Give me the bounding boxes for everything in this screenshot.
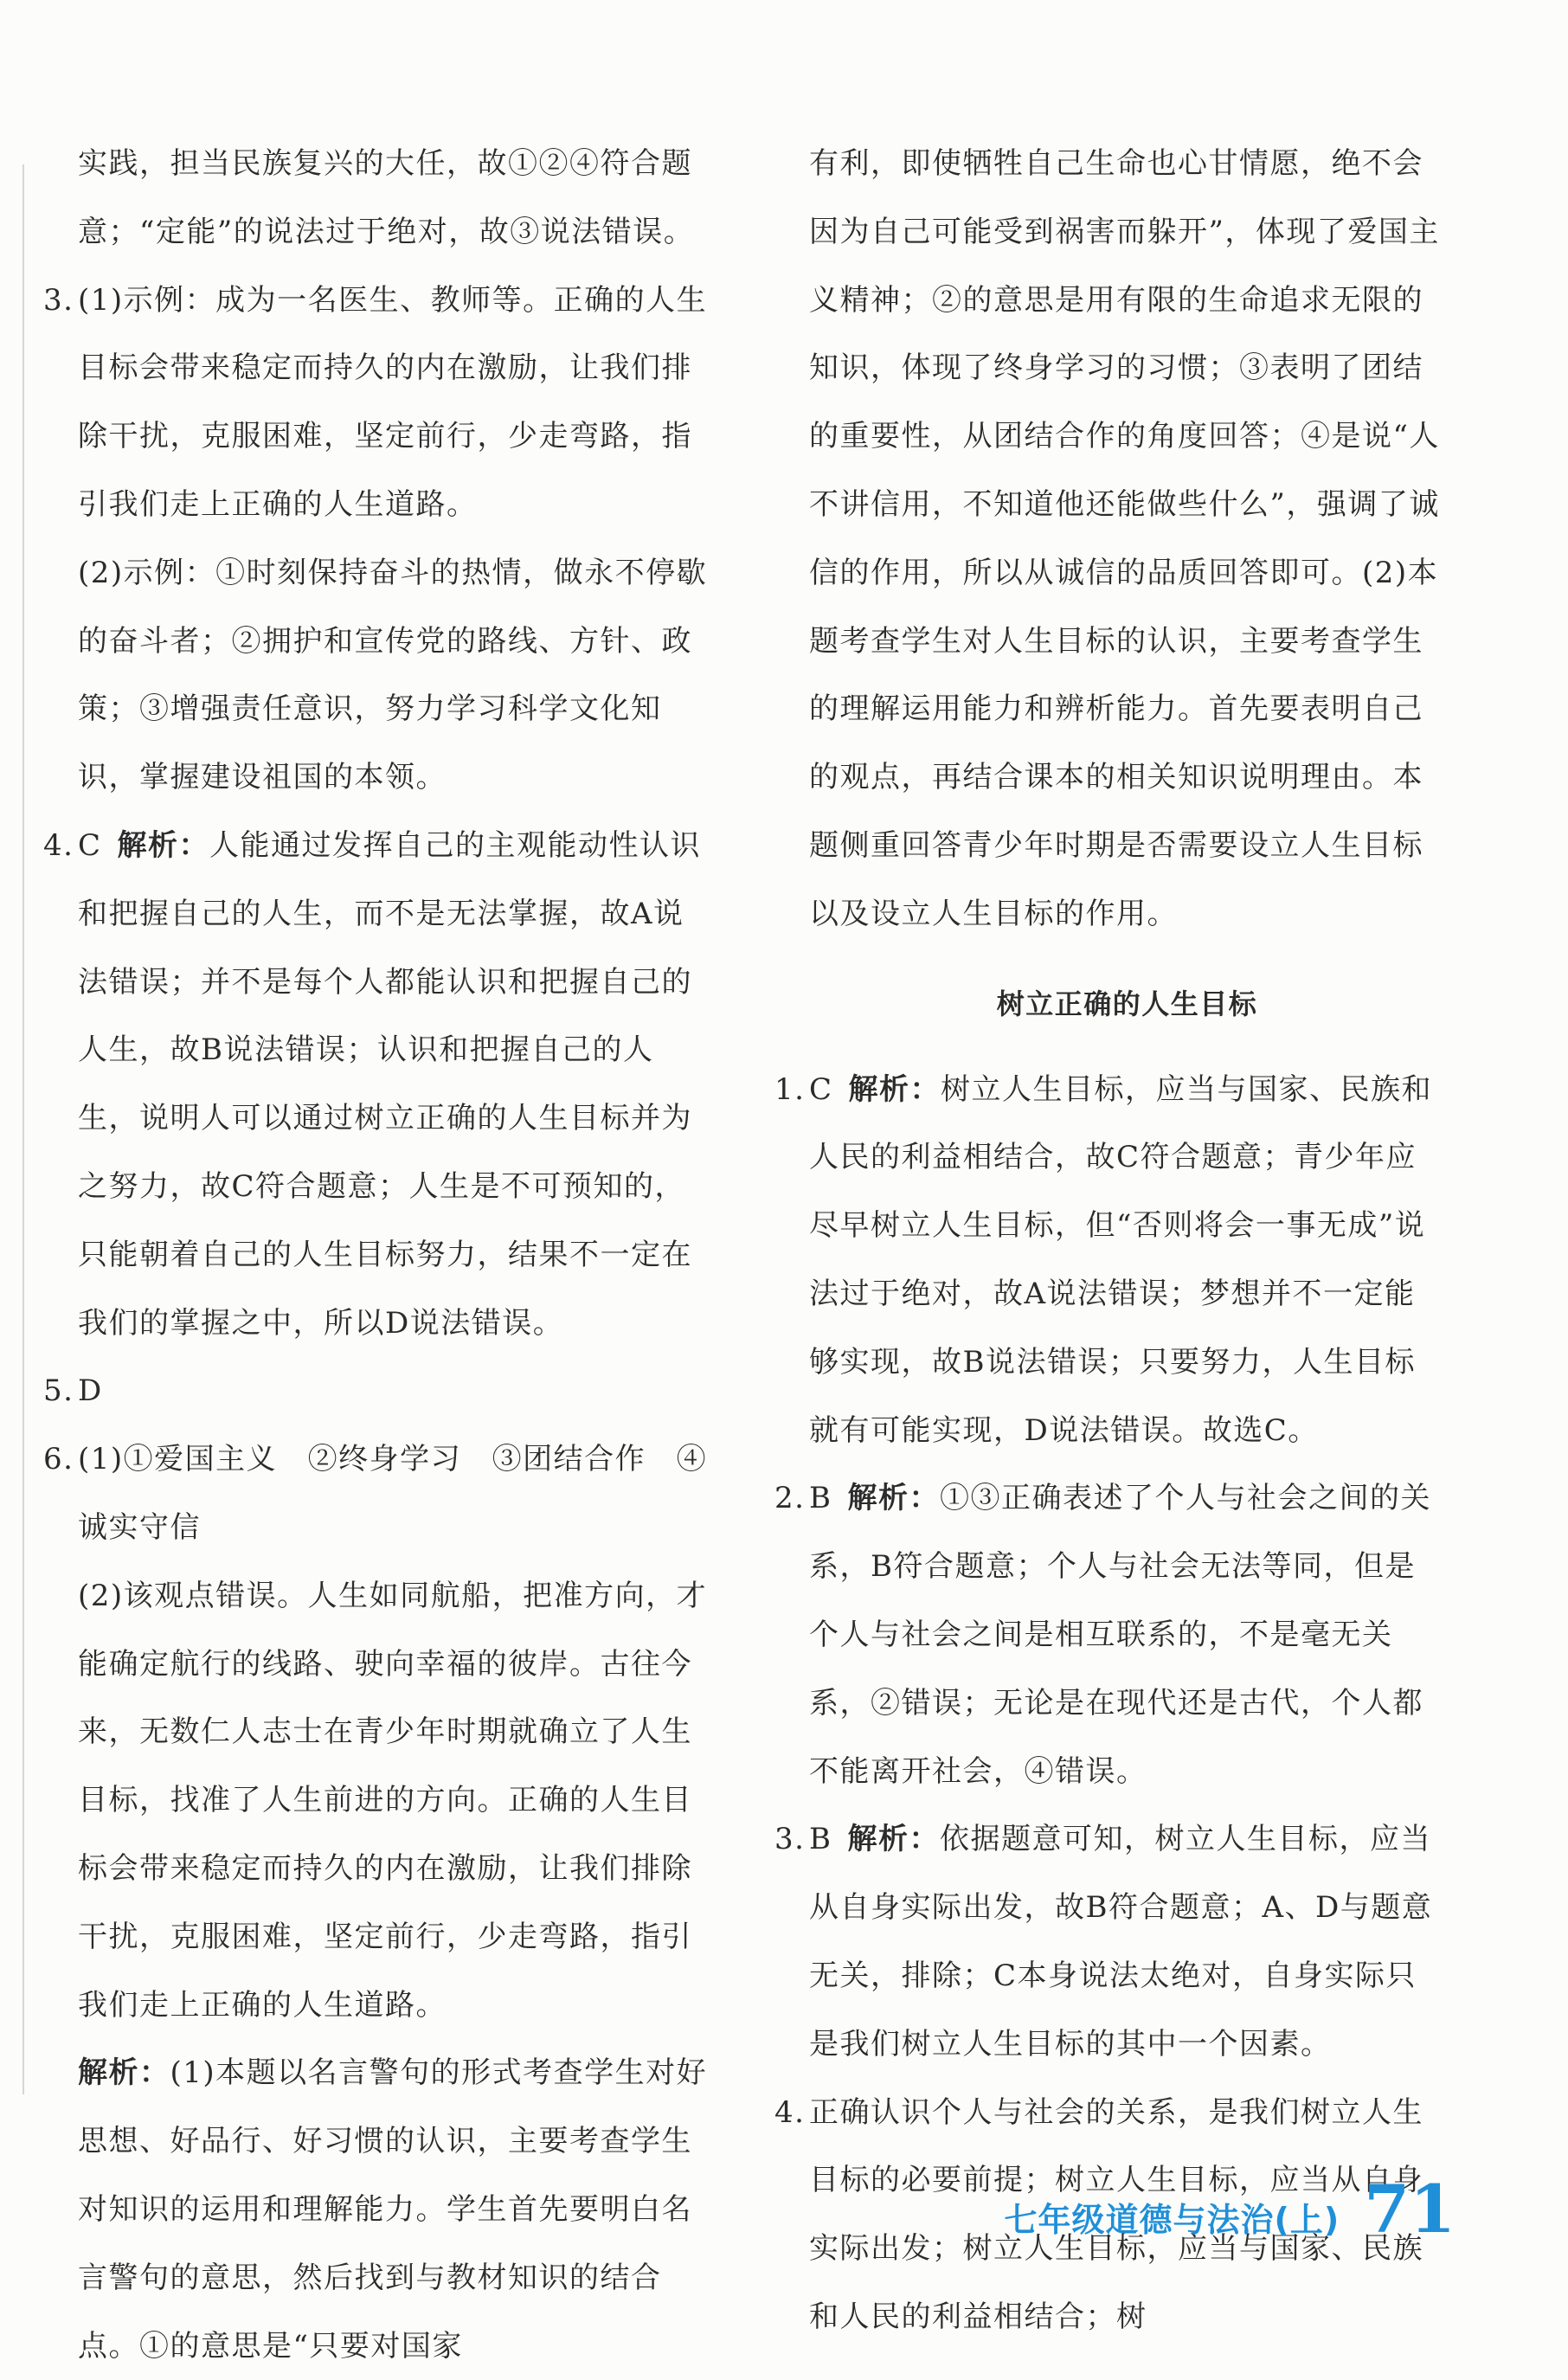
analysis-label: 解析： bbox=[78, 2055, 170, 2091]
section-question-3 bbox=[774, 1805, 1445, 2078]
answer-text: 正确认识个人与社会的关系，是我们树立人生目标的必要前提；树立人生目标，应当从自身实际出发；树立人生目标，应当与国家、民族和人民的利益相结合；树 bbox=[809, 2094, 1423, 2334]
left-column bbox=[43, 130, 714, 2380]
paragraph-text: 有利，即使牺牲自己生命也心甘情愿，绝不会因为自己可能受到祸害而躲开”，体现了爱国主义精神；②的意思是用有限的生命追求无限的知识，体现了终身学习的习惯；③表明了团结的重要性，从团结合作的角度回答；④是说“人不讲信用，不知道他还能做些什么”，强调了诚信的作用，所以从诚信的品质回答即可。(2)本题考查学生对人生目标的认识，主要考查学生的理解运用能力和辨析能力。首先要表明自己的观点，再结合课本的相关知识说明理由。本题侧重回答青少年时期是否需要设立人生目标以及设立人生目标的作用。 bbox=[809, 146, 1440, 931]
analysis-label: 解析： bbox=[847, 1481, 940, 1516]
question-number: 3. bbox=[43, 282, 74, 318]
question-6 bbox=[43, 1425, 714, 1562]
analysis-label: 解析： bbox=[117, 827, 210, 863]
page-number: 71 bbox=[1364, 2171, 1456, 2248]
answer-choice: C bbox=[78, 827, 102, 863]
question-5 bbox=[43, 1357, 714, 1425]
answer-part-1: (1)①爱国主义 ②终身学习 ③团结合作 ④诚实守信 bbox=[78, 1442, 708, 1545]
answer-choice: B bbox=[809, 1822, 832, 1857]
analysis-text: 依据题意可知，树立人生目标，应当从自身实际出发，故B符合题意；A、D与题意无关，排除；C本身说法太绝对，自身实际只是我们树立人生目标的其中一个因素。 bbox=[809, 1822, 1433, 2062]
question-number: 1. bbox=[774, 1071, 806, 1107]
question-number: 4. bbox=[774, 2094, 806, 2130]
analysis-text: (1)本题以名言警句的形式考查学生对好思想、好品行、好习惯的认识，主要考查学生对知识的运用和理解能力。学生首先要明白名言警句的意思，然后找到与教材知识的结合点。①的意思是“只要对国家 bbox=[78, 2055, 708, 2364]
question-6-analysis bbox=[43, 2039, 714, 2380]
section-question-2 bbox=[774, 1464, 1445, 1805]
analysis-text: 人能通过发挥自己的主观能动性认识和把握自己的人生，而不是无法掌握，故A说法错误；并不是每个人都能认识和把握自己的人生，故B说法错误；认识和把握自己的人生，说明人可以通过树立正确的人生目标并为之努力，故C符合题意；人生是不可预知的，只能朝着自己的人生目标努力，结果不一定在我们的掌握之中，所以D说法错误。 bbox=[78, 827, 702, 1341]
question-number: 4. bbox=[43, 827, 74, 863]
margin-rule bbox=[22, 164, 24, 2094]
analysis-continuation bbox=[774, 130, 1445, 949]
analysis-text: ①③正确表述了个人与社会之间的关系，B符合题意；个人与社会无法等同，但是个人与社会之间是相互联系的，不是毫无关系，②错误；无论是在现代还是古代，个人都不能离开社会，④错误。 bbox=[809, 1481, 1431, 1789]
analysis-text: 树立人生目标，应当与国家、民族和人民的利益相结合，故C符合题意；青少年应尽早树立人生目标，但“否则将会一事无成”说法过于绝对，故A说法错误；梦想并不一定能够实现，故B说法错误；只要努力，人生目标就有可能实现，D说法错误。故选C。 bbox=[809, 1071, 1433, 1448]
question-number: 3. bbox=[774, 1822, 806, 1857]
right-column bbox=[774, 130, 1445, 2351]
analysis-label: 解析： bbox=[847, 1822, 940, 1857]
section-question-1 bbox=[774, 1056, 1445, 1465]
question-4 bbox=[43, 812, 714, 1357]
answer-part-2: (2)该观点错误。人生如同航船，把准方向，才能确定航行的线路、驶向幸福的彼岸。古往今来，无数仁人志士在青少年时期就确立了人生目标，找准了人生前进的方向。正确的人生目标会带来稳定而持久的内在激励，让我们排除干扰，克服困难，坚定前行，少走弯路，指引我们走上正确的人生道路。 bbox=[78, 1578, 708, 2023]
book-title: 七年级道德与法治(上) bbox=[1004, 2201, 1340, 2239]
question-3 bbox=[43, 267, 714, 539]
question-3-part-2 bbox=[43, 539, 714, 812]
answer-continuation bbox=[43, 130, 714, 267]
question-number: 6. bbox=[43, 1442, 74, 1477]
question-number: 2. bbox=[774, 1481, 806, 1516]
answer-choice: D bbox=[78, 1373, 103, 1409]
paragraph-text: 实践，担当民族复兴的大任，故①②④符合题意；“定能”的说法过于绝对，故③说法错误。 bbox=[78, 146, 695, 249]
analysis-label: 解析： bbox=[848, 1071, 941, 1107]
question-number: 5. bbox=[43, 1373, 74, 1409]
answer-choice: C bbox=[809, 1071, 833, 1107]
answer-choice: B bbox=[809, 1481, 832, 1516]
answer-part-1: (1)示例：成为一名医生、教师等。正确的人生目标会带来稳定而持久的内在激励，让我们排除干扰，克服困难，坚定前行，少走弯路，指引我们走上正确的人生道路。 bbox=[78, 282, 708, 522]
section-title: 树立正确的人生目标 bbox=[996, 987, 1258, 1020]
page-footer bbox=[1004, 2171, 1456, 2248]
answer-part-2: (2)示例：①时刻保持奋斗的热情，做永不停歇的奋斗者；②拥护和宣传党的路线、方针、政策；③增强责任意识，努力学习科学文化知识，掌握建设祖国的本领。 bbox=[78, 555, 708, 795]
question-6-part-2 bbox=[43, 1562, 714, 2040]
